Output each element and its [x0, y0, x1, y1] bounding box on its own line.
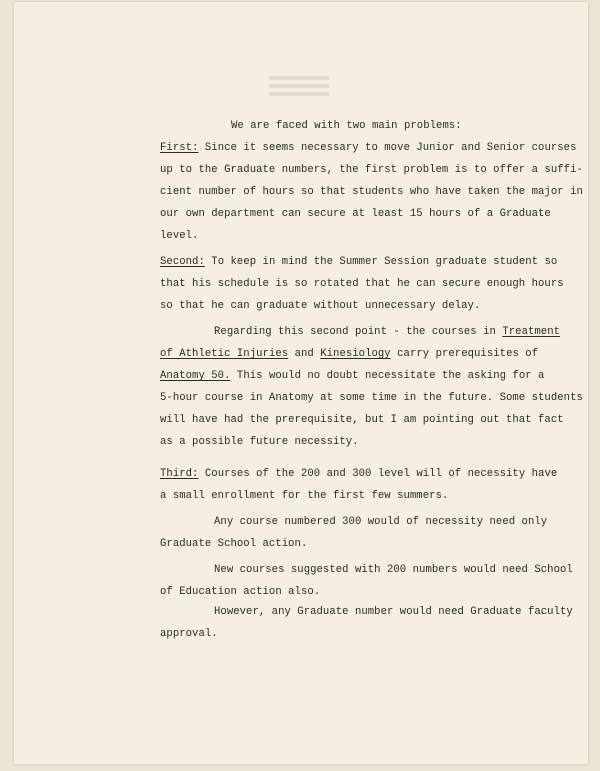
first-line-5: level. [160, 230, 199, 242]
third-line-1 [160, 468, 557, 480]
para200-line-1: New courses suggested with 200 numbers would need School [214, 564, 573, 576]
regarding-line-1 [214, 326, 560, 338]
third-text-1: Courses of the 200 and 300 level will of necessity have [204, 468, 558, 480]
regarding-text-1: Regarding this second point - the courses in [214, 326, 496, 338]
para200-line-2: of Education action also. [160, 586, 321, 598]
regarding-text-2: carry prerequisites of [397, 348, 539, 360]
regarding-line-2 [160, 348, 538, 360]
regarding-line-4: 5-hour course in Anatomy at some time in the future. Some students [160, 392, 583, 404]
second-text-1: To keep in mind the Summer Session graduate student so [211, 256, 558, 268]
first-line-4: our own department can secure at least 15 hours of a Graduate [160, 208, 551, 220]
first-label: First: [160, 142, 199, 154]
intro-line: We are faced with two main problems: [231, 120, 462, 132]
approval-line-1: However, any Graduate number would need Graduate faculty [214, 606, 573, 618]
approval-line-2: approval. [160, 628, 218, 640]
course-athletic-injuries: of Athletic Injuries [160, 348, 289, 360]
third-line-2: a small enrollment for the first few summers. [160, 490, 449, 502]
regarding-line-5: will have had the prerequisite, but I am pointing out that fact [160, 414, 564, 426]
first-line-2: up to the Graduate numbers, the first problem is to offer a suffi- [160, 164, 583, 176]
course-kinesiology: Kinesiology [320, 348, 391, 360]
third-label: Third: [160, 468, 199, 480]
second-line-3: so that he can graduate without unnecessary delay. [160, 300, 481, 312]
bleed-through-mark [269, 72, 329, 98]
second-line-2: that his schedule is so rotated that he can secure enough hours [160, 278, 564, 290]
para300-line-1: Any course numbered 300 would of necessity need only [214, 516, 548, 528]
document-page [14, 2, 588, 764]
first-line-1 [160, 142, 577, 154]
course-treatment: Treatment [502, 326, 561, 338]
first-text-1: Since it seems necessary to move Junior and Senior courses [204, 142, 577, 154]
regarding-text-3: This would no doubt necessitate the asking for a [236, 370, 545, 382]
regarding-line-6: as a possible future necessity. [160, 436, 359, 448]
regarding-and: and [294, 348, 314, 360]
regarding-line-3 [160, 370, 544, 382]
course-anatomy-50: Anatomy 50. [160, 370, 231, 382]
first-line-3: cient number of hours so that students who have taken the major in [160, 186, 583, 198]
second-line-1 [160, 256, 557, 268]
para300-line-2: Graduate School action. [160, 538, 308, 550]
second-label: Second: [160, 256, 205, 268]
